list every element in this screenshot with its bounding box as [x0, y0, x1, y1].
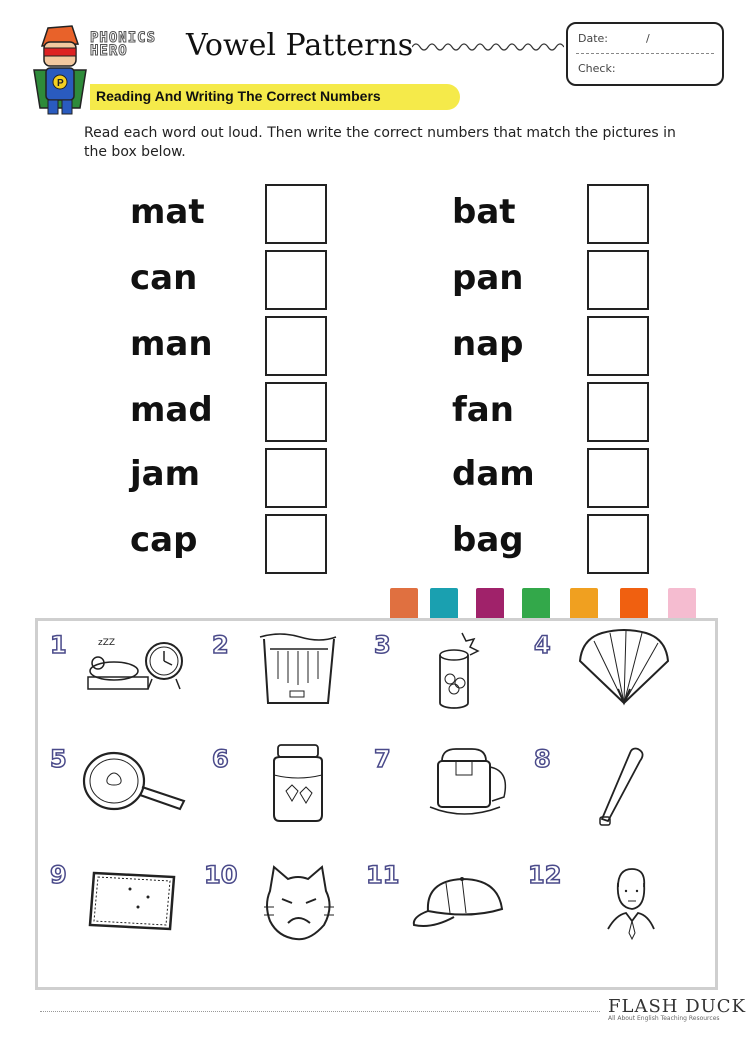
brand-logo — [90, 32, 156, 58]
word-left-1: mat — [130, 192, 205, 232]
word-right-3: nap — [452, 324, 524, 364]
word-right-2: pan — [452, 258, 524, 298]
cap-icon — [410, 873, 506, 935]
word-left-2: can — [130, 258, 198, 298]
word-right-6: bag — [452, 520, 524, 560]
fan-icon — [574, 627, 674, 709]
color-tab — [390, 588, 418, 622]
picture-number-11: 11 — [366, 861, 400, 889]
picture-number-6: 6 — [212, 745, 229, 773]
wavy-line-decoration — [412, 40, 564, 54]
picture-number-9: 9 — [50, 861, 67, 889]
color-tab — [570, 588, 598, 622]
mad-face-icon — [260, 861, 338, 945]
bat-icon — [598, 745, 648, 831]
brand-line2: HERO — [90, 43, 128, 59]
color-tab — [522, 588, 550, 622]
answer-box-right-2[interactable] — [587, 250, 649, 310]
answer-box-right-4[interactable] — [587, 382, 649, 442]
picture-number-3: 3 — [374, 631, 391, 659]
word-right-1: bat — [452, 192, 516, 232]
page-title: Vowel Patterns — [186, 28, 414, 63]
color-tab — [476, 588, 504, 622]
picture-number-1: 1 — [50, 631, 67, 659]
answer-box-left-6[interactable] — [265, 514, 327, 574]
date-slash: / — [646, 32, 650, 45]
logo-tagline: All About English Teaching Resources — [608, 1015, 720, 1022]
banner-text: Reading And Writing The Correct Numbers — [96, 88, 381, 104]
color-tab — [620, 588, 648, 622]
word-left-4: mad — [130, 390, 213, 430]
word-left-6: cap — [130, 520, 198, 560]
word-left-5: jam — [130, 454, 201, 494]
answer-box-right-3[interactable] — [587, 316, 649, 376]
publisher-logo — [608, 996, 746, 1022]
check-label: Check: — [578, 62, 616, 75]
footer-line — [40, 1011, 600, 1012]
dam-icon — [256, 629, 340, 709]
picture-number-4: 4 — [534, 631, 551, 659]
picture-number-7: 7 — [374, 745, 391, 773]
can-icon — [430, 629, 490, 713]
picture-number-2: 2 — [212, 631, 229, 659]
picture-number-8: 8 — [534, 745, 551, 773]
picture-panel — [35, 618, 718, 990]
color-tab — [430, 588, 458, 622]
jam-jar-icon — [264, 741, 334, 825]
svg-text:P: P — [57, 78, 64, 89]
word-left-3: man — [130, 324, 213, 364]
brand-line1: PHONICS — [90, 30, 157, 46]
picture-number-10: 10 — [204, 861, 238, 889]
pan-icon — [80, 747, 190, 817]
sleeping-man-clock-icon — [84, 631, 190, 699]
date-check-box — [566, 22, 724, 86]
man-icon — [606, 867, 656, 947]
date-divider — [576, 53, 714, 54]
superhero-mascot-icon — [28, 24, 92, 116]
word-right-4: fan — [452, 390, 514, 430]
logo-text: FLASH DUCK — [608, 996, 747, 1017]
word-right-5: dam — [452, 454, 535, 494]
answer-box-right-6[interactable] — [587, 514, 649, 574]
picture-number-12: 12 — [528, 861, 562, 889]
answer-box-left-5[interactable] — [265, 448, 327, 508]
date-label: Date: — [578, 32, 608, 45]
answer-box-left-3[interactable] — [265, 316, 327, 376]
answer-box-right-1[interactable] — [587, 184, 649, 244]
color-tab — [668, 588, 696, 622]
bag-icon — [426, 743, 514, 825]
picture-number-5: 5 — [50, 745, 67, 773]
answer-box-left-2[interactable] — [265, 250, 327, 310]
answer-box-left-4[interactable] — [265, 382, 327, 442]
answer-box-right-5[interactable] — [587, 448, 649, 508]
svg-text:zZZ: zZZ — [98, 638, 116, 648]
answer-box-left-1[interactable] — [265, 184, 327, 244]
subtitle-banner — [90, 84, 460, 110]
instructions: Read each word out loud. Then write the correct numbers that match the pictures in the box below. — [84, 125, 676, 160]
mat-icon — [86, 867, 180, 935]
